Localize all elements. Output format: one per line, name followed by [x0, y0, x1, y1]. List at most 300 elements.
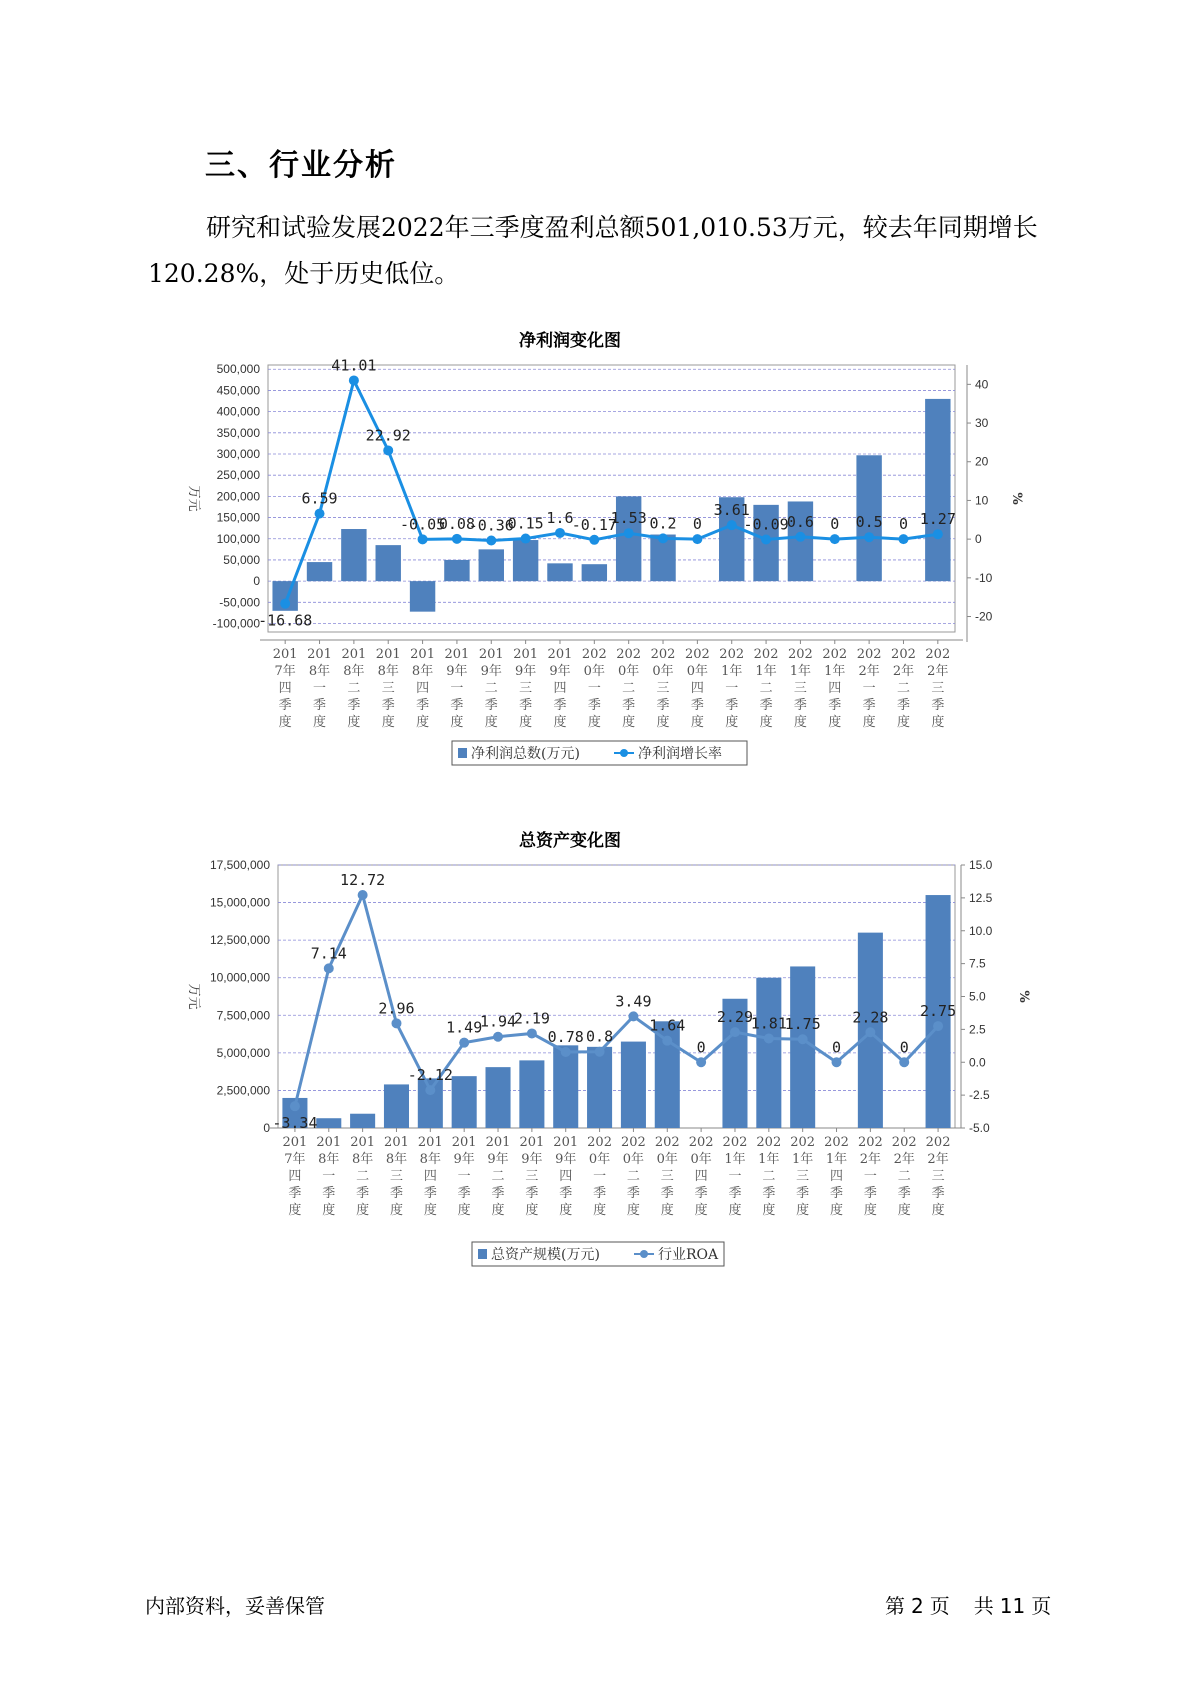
line-data-label: 1.53: [610, 509, 647, 528]
x-tick-label: 二: [347, 681, 361, 696]
y-tick-label: 450,000: [216, 383, 260, 398]
x-tick-label: 201: [272, 647, 298, 662]
x-tick-label: 季: [381, 698, 395, 713]
x-tick-label: 201: [350, 1135, 376, 1150]
x-tick-label: 1年: [755, 664, 777, 679]
x-tick-label: 四: [278, 681, 292, 696]
x-tick-label: 202: [891, 647, 916, 662]
line-data-label: 1.6: [546, 508, 574, 527]
x-tick-label: 1年: [721, 664, 743, 679]
x-tick-label: 三: [793, 681, 807, 696]
x-tick-label: 季: [288, 1186, 302, 1201]
page-prefix: 第: [885, 1594, 905, 1618]
x-tick-label: 9年: [549, 664, 571, 679]
x-tick-label: 8年: [385, 1152, 408, 1167]
x-tick-label: 度: [863, 1203, 877, 1218]
x-tick-label: 201: [417, 1135, 443, 1150]
x-tick-label: 季: [593, 1186, 607, 1201]
x-tick-label: 季: [863, 1186, 877, 1201]
page-number: 2: [911, 1594, 924, 1618]
line-data-label: 1.64: [649, 1016, 686, 1035]
line-data-label: 1.81: [750, 1014, 787, 1033]
x-tick-label: 度: [381, 715, 395, 730]
x-tick-label: 四: [288, 1169, 302, 1184]
legend-line-marker: [620, 749, 628, 757]
x-tick-label: 季: [897, 1186, 911, 1201]
line-data-label: -0.09: [743, 515, 789, 534]
x-tick-label: 季: [389, 1186, 403, 1201]
x-tick-label: 季: [896, 698, 910, 713]
line-point: [459, 1038, 469, 1048]
line-point: [521, 534, 531, 544]
x-tick-label: 8年: [377, 664, 399, 679]
x-tick-label: 201: [513, 647, 539, 662]
y-tick-label: 50,000: [223, 552, 260, 567]
x-tick-label: 三: [389, 1169, 403, 1184]
x-tick-label: 度: [793, 715, 807, 730]
y-tick-label: 500,000: [216, 362, 260, 377]
line-data-label: -16.68: [258, 611, 313, 630]
x-tick-label: 度: [322, 1203, 336, 1218]
line-point: [628, 1011, 638, 1021]
line-point: [290, 1101, 300, 1111]
x-tick-label: 201: [485, 1135, 511, 1150]
x-tick-label: 202: [684, 647, 710, 662]
x-tick-label: 度: [491, 1203, 505, 1218]
line-point: [324, 963, 334, 973]
total-assets-chart: [0, 850, 1191, 1280]
y-tick-label: 2,500,000: [216, 1083, 270, 1098]
x-tick-label: 9年: [487, 1152, 509, 1167]
x-tick-label: 1年: [724, 1152, 746, 1167]
line-point: [561, 1047, 571, 1057]
x-tick-label: 201: [307, 647, 332, 662]
x-tick-label: 度: [931, 715, 945, 730]
line-data-label: 7.14: [310, 944, 347, 963]
x-tick-label: 8年: [318, 1152, 340, 1167]
line-point: [730, 1027, 740, 1037]
line-point: [658, 533, 668, 543]
x-tick-label: 二: [759, 681, 773, 696]
x-tick-label: 7年: [284, 1152, 306, 1167]
line-point: [899, 1057, 909, 1067]
y-tick-label: 0: [253, 574, 260, 589]
line-data-label: -0.36: [468, 516, 514, 535]
line-data-label: 1.27: [919, 510, 956, 529]
x-tick-label: 季: [313, 698, 327, 713]
line-point: [933, 529, 943, 539]
legend-bar-label: 总资产规模(万元): [491, 1247, 600, 1263]
x-tick-label: 度: [450, 715, 464, 730]
x-tick-label: 二: [484, 681, 498, 696]
x-tick-label: 季: [559, 1186, 573, 1201]
x-tick-label: 201: [316, 1135, 342, 1150]
bar: [452, 1076, 477, 1128]
line-point: [898, 534, 908, 544]
x-tick-label: 0年: [583, 664, 605, 679]
x-tick-label: 201: [451, 1135, 477, 1150]
y2-tick-label: 7.5: [969, 956, 986, 971]
x-tick-label: 度: [347, 715, 361, 730]
line-point: [798, 1034, 808, 1044]
x-tick-label: 季: [423, 1186, 437, 1201]
x-tick-label: 季: [830, 1186, 844, 1201]
x-tick-label: 季: [622, 698, 636, 713]
y2-tick-label: 2.5: [969, 1022, 986, 1037]
x-tick-label: 202: [621, 1135, 646, 1150]
plot-area: [268, 365, 955, 632]
line-point: [662, 1036, 672, 1046]
x-tick-label: 度: [828, 715, 842, 730]
y2-tick-label: 0: [975, 532, 982, 547]
y-tick-label: 7,500,000: [216, 1008, 270, 1023]
x-tick-label: 202: [925, 1135, 951, 1150]
y-tick-label: 300,000: [216, 447, 260, 461]
x-tick-label: 季: [519, 698, 533, 713]
x-tick-label: 一: [862, 681, 876, 696]
x-tick-label: 201: [410, 647, 435, 662]
legend-line-marker: [640, 1250, 648, 1258]
x-tick-label: 度: [313, 715, 327, 730]
y2-tick-label: 10.0: [969, 923, 993, 938]
line-data-label: 0.8: [586, 1027, 614, 1046]
x-tick-label: 202: [581, 647, 607, 662]
x-tick-label: 度: [690, 715, 704, 730]
line-point: [349, 375, 359, 385]
x-tick-label: 一: [457, 1169, 471, 1184]
x-tick-label: 季: [356, 1186, 370, 1201]
x-tick-label: 季: [660, 1186, 674, 1201]
x-tick-label: 度: [796, 1203, 810, 1218]
line-data-label: 0.78: [547, 1027, 584, 1046]
x-tick-label: 季: [347, 698, 361, 713]
x-tick-label: 季: [416, 698, 430, 713]
x-tick-label: 202: [824, 1135, 849, 1150]
x-tick-label: 季: [450, 698, 464, 713]
line-data-label: 0: [832, 1038, 842, 1057]
line-data-label: 6.59: [301, 489, 338, 508]
x-tick-label: 二: [896, 681, 910, 696]
line-data-label: 1.75: [784, 1015, 821, 1034]
x-tick-label: 201: [341, 647, 367, 662]
y-tick-label: 200,000: [216, 489, 260, 504]
y2-tick-label: 20: [975, 454, 989, 469]
x-tick-label: 季: [656, 698, 670, 713]
line-point: [696, 1057, 706, 1067]
line-point: [358, 890, 368, 900]
total-unit: 页: [1031, 1594, 1052, 1618]
line-point: [315, 509, 325, 519]
footer-page-info: [885, 1590, 1057, 1619]
x-tick-label: 0年: [622, 1152, 645, 1167]
bar: [444, 560, 469, 581]
x-tick-label: 四: [830, 1169, 844, 1184]
x-tick-label: 二: [491, 1169, 505, 1184]
bar: [621, 1042, 646, 1128]
x-tick-label: 三: [931, 681, 945, 696]
x-tick-label: 202: [719, 647, 745, 662]
line-data-label: -0.17: [571, 515, 617, 534]
x-tick-label: 201: [478, 647, 504, 662]
line-data-label: 12.72: [340, 870, 386, 889]
x-tick-label: 7年: [274, 664, 296, 679]
x-tick-label: 一: [728, 1169, 742, 1184]
x-tick-label: 一: [322, 1169, 336, 1184]
y-tick-label: 15,000,000: [209, 895, 270, 910]
x-tick-label: 二: [762, 1169, 776, 1184]
x-tick-label: 202: [688, 1135, 714, 1150]
x-tick-label: 8年: [419, 1152, 441, 1167]
bar: [384, 1084, 409, 1128]
bar: [756, 978, 781, 1128]
line-data-label: -0.05: [399, 515, 446, 534]
x-tick-label: 202: [857, 1135, 883, 1150]
y-tick-label: -100,000: [212, 616, 260, 631]
bar: [316, 1118, 341, 1128]
line-data-label: 1.49: [446, 1018, 483, 1037]
x-tick-label: 度: [587, 715, 601, 730]
bar: [547, 563, 572, 581]
x-tick-label: 度: [931, 1203, 945, 1218]
x-tick-label: 度: [725, 715, 739, 730]
line-data-label: 0: [898, 515, 908, 534]
x-tick-label: 四: [694, 1169, 708, 1184]
legend-bar-swatch: [478, 1249, 487, 1259]
x-tick-label: 8年: [343, 664, 365, 679]
total-prefix: 共: [973, 1594, 994, 1618]
x-tick-label: 一: [450, 681, 464, 696]
y-tick-label: 150,000: [216, 510, 260, 525]
y-tick-label: 5,000,000: [216, 1045, 270, 1060]
x-tick-label: 季: [690, 698, 704, 713]
bar: [341, 529, 366, 581]
x-tick-label: 季: [322, 1186, 336, 1201]
x-tick-label: 三: [660, 1169, 674, 1184]
line-point: [832, 1057, 842, 1067]
x-tick-label: 二: [897, 1169, 911, 1184]
line-data-label: 0: [830, 515, 840, 534]
line-data-label: 0: [899, 1038, 909, 1057]
line-data-label: 22.92: [365, 426, 411, 445]
line-point: [865, 1027, 875, 1037]
bar: [790, 966, 815, 1128]
x-tick-label: 202: [753, 647, 779, 662]
x-tick-label: 一: [863, 1169, 877, 1184]
y2-axis-label: %: [1016, 990, 1031, 1003]
x-tick-label: 季: [491, 1186, 505, 1201]
x-tick-label: 二: [356, 1169, 370, 1184]
y2-tick-label: 15.0: [969, 858, 993, 872]
x-tick-label: 0年: [588, 1152, 611, 1167]
y-axis-label: 万元: [186, 983, 201, 1010]
x-tick-label: 202: [891, 1135, 917, 1150]
x-tick-label: 季: [931, 698, 945, 713]
x-tick-label: 季: [828, 698, 842, 713]
x-tick-label: 三: [931, 1169, 945, 1184]
line-point: [692, 534, 702, 544]
x-tick-label: 度: [830, 1203, 844, 1218]
x-tick-label: 201: [282, 1135, 308, 1150]
line-point: [795, 532, 805, 542]
bar: [350, 1114, 375, 1128]
y2-tick-label: -20: [975, 609, 993, 624]
y-tick-label: 10,000,000: [209, 970, 270, 985]
x-tick-label: 度: [423, 1203, 437, 1218]
x-tick-label: 202: [722, 1135, 748, 1150]
bar: [307, 562, 332, 581]
bar: [513, 540, 538, 581]
x-tick-label: 202: [790, 1135, 816, 1150]
x-tick-label: 四: [690, 681, 704, 696]
line-data-label: -2.12: [407, 1066, 453, 1085]
x-tick-label: 0年: [652, 664, 674, 679]
x-tick-label: 2年: [927, 664, 949, 679]
line-data-label: 2.28: [852, 1008, 889, 1027]
line-data-label: 0.6: [786, 512, 814, 531]
x-tick-label: 一: [313, 681, 327, 696]
line-data-label: 0.08: [438, 514, 475, 533]
line-point: [727, 520, 737, 530]
y-tick-label: 100,000: [216, 531, 260, 546]
x-tick-label: 度: [559, 1203, 573, 1218]
bar: [376, 545, 401, 581]
x-tick-label: 0年: [686, 664, 709, 679]
x-tick-label: 二: [622, 681, 636, 696]
bar: [410, 581, 435, 612]
y2-tick-label: 40: [975, 377, 989, 392]
line-point: [280, 599, 290, 609]
x-tick-label: 季: [759, 698, 773, 713]
x-tick-label: 度: [626, 1203, 640, 1218]
line-point: [589, 535, 599, 545]
line-data-label: 0: [696, 1038, 706, 1057]
analysis-paragraph: [148, 205, 1058, 297]
y2-tick-label: 30: [975, 416, 989, 431]
x-tick-label: 度: [694, 1203, 708, 1218]
y-tick-label: 12,500,000: [209, 933, 270, 948]
x-tick-label: 季: [525, 1186, 539, 1201]
x-tick-label: 季: [931, 1186, 945, 1201]
line-point: [425, 1085, 435, 1095]
x-tick-label: 8年: [308, 664, 331, 679]
y-tick-label: 400,000: [216, 404, 260, 419]
line-point: [933, 1021, 943, 1031]
bar: [587, 1047, 612, 1128]
x-tick-label: 1年: [758, 1152, 780, 1167]
paragraph-text: 研究和试验发展2022年三季度盈利总额501,010.53万元，较去年同期增长120.28%，处于历史低位。: [148, 213, 1038, 288]
x-tick-label: 9年: [555, 1152, 577, 1167]
x-tick-label: 季: [793, 698, 807, 713]
y2-tick-label: -10: [975, 570, 993, 585]
line-data-label: 3.49: [615, 992, 652, 1011]
x-tick-label: 季: [457, 1186, 471, 1201]
x-tick-label: 度: [593, 1203, 607, 1218]
x-tick-label: 度: [389, 1203, 403, 1218]
line-point: [493, 1032, 503, 1042]
x-tick-label: 度: [897, 1203, 911, 1218]
x-tick-label: 0年: [690, 1152, 712, 1167]
net-profit-chart: [0, 350, 1191, 770]
y-tick-label: 250,000: [216, 468, 260, 483]
section-heading: 三、行业分析: [205, 148, 397, 183]
line-point: [486, 536, 496, 546]
total-number: 11: [999, 1594, 1026, 1618]
y2-tick-label: 10: [975, 493, 989, 508]
x-tick-label: 三: [519, 681, 533, 696]
x-tick-label: 2年: [892, 664, 915, 679]
line-data-label: 2.75: [920, 1002, 957, 1021]
x-tick-label: 四: [423, 1169, 437, 1184]
x-tick-label: 8年: [351, 1152, 374, 1167]
x-tick-label: 季: [725, 698, 739, 713]
y2-tick-label: 12.5: [969, 890, 993, 905]
x-tick-label: 度: [862, 715, 876, 730]
x-tick-label: 9年: [480, 664, 502, 679]
x-tick-label: 8年: [411, 664, 434, 679]
x-tick-label: 202: [650, 647, 676, 662]
line-point: [452, 534, 462, 544]
x-tick-label: 三: [656, 681, 670, 696]
x-tick-label: 0年: [618, 664, 640, 679]
y-tick-label: -50,000: [219, 595, 260, 610]
x-tick-label: 202: [616, 647, 642, 662]
chart2-title: 总资产变化图: [519, 831, 621, 851]
y2-tick-label: -5.0: [969, 1121, 990, 1135]
x-tick-label: 202: [654, 1135, 680, 1150]
x-tick-label: 1年: [789, 664, 812, 679]
y-tick-label: 350,000: [216, 425, 260, 440]
line-point: [761, 534, 771, 544]
line-data-label: 0: [692, 515, 702, 534]
line-point: [418, 534, 428, 544]
line-point: [624, 528, 634, 538]
x-tick-label: 度: [356, 1203, 370, 1218]
legend-bar-label: 净利润总数(万元): [471, 746, 580, 762]
x-tick-label: 三: [796, 1169, 810, 1184]
x-tick-label: 1年: [825, 1152, 848, 1167]
line-data-label: 2.96: [378, 999, 415, 1018]
line-point: [864, 532, 874, 542]
x-tick-label: 201: [375, 647, 401, 662]
page-unit: 页: [929, 1594, 950, 1618]
x-tick-label: 季: [484, 698, 498, 713]
x-tick-label: 季: [762, 1186, 776, 1201]
legend-line-label: 行业ROA: [658, 1247, 719, 1263]
x-tick-label: 度: [278, 715, 292, 730]
x-tick-label: 202: [925, 647, 951, 662]
footer-confidential: 内部资料，妥善保管: [145, 1594, 325, 1618]
x-tick-label: 二: [626, 1169, 640, 1184]
x-tick-label: 201: [553, 1135, 579, 1150]
line-point: [527, 1028, 537, 1038]
x-tick-label: 度: [622, 715, 636, 730]
y2-tick-label: 0.0: [969, 1055, 986, 1070]
line-data-label: 1.94: [479, 1012, 517, 1031]
x-tick-label: 三: [381, 681, 395, 696]
x-tick-label: 一: [725, 681, 739, 696]
legend-bar-swatch: [458, 748, 467, 758]
x-tick-label: 201: [384, 1135, 409, 1150]
x-tick-label: 一: [587, 681, 601, 696]
y-axis-label: 万元: [186, 485, 201, 512]
x-tick-label: 9年: [514, 664, 537, 679]
line-data-label: 2.29: [716, 1008, 754, 1027]
x-tick-label: 度: [519, 715, 533, 730]
bar: [479, 549, 504, 581]
bar: [553, 1045, 578, 1128]
x-tick-label: 季: [796, 1186, 810, 1201]
legend-line-label: 净利润增长率: [638, 746, 722, 762]
